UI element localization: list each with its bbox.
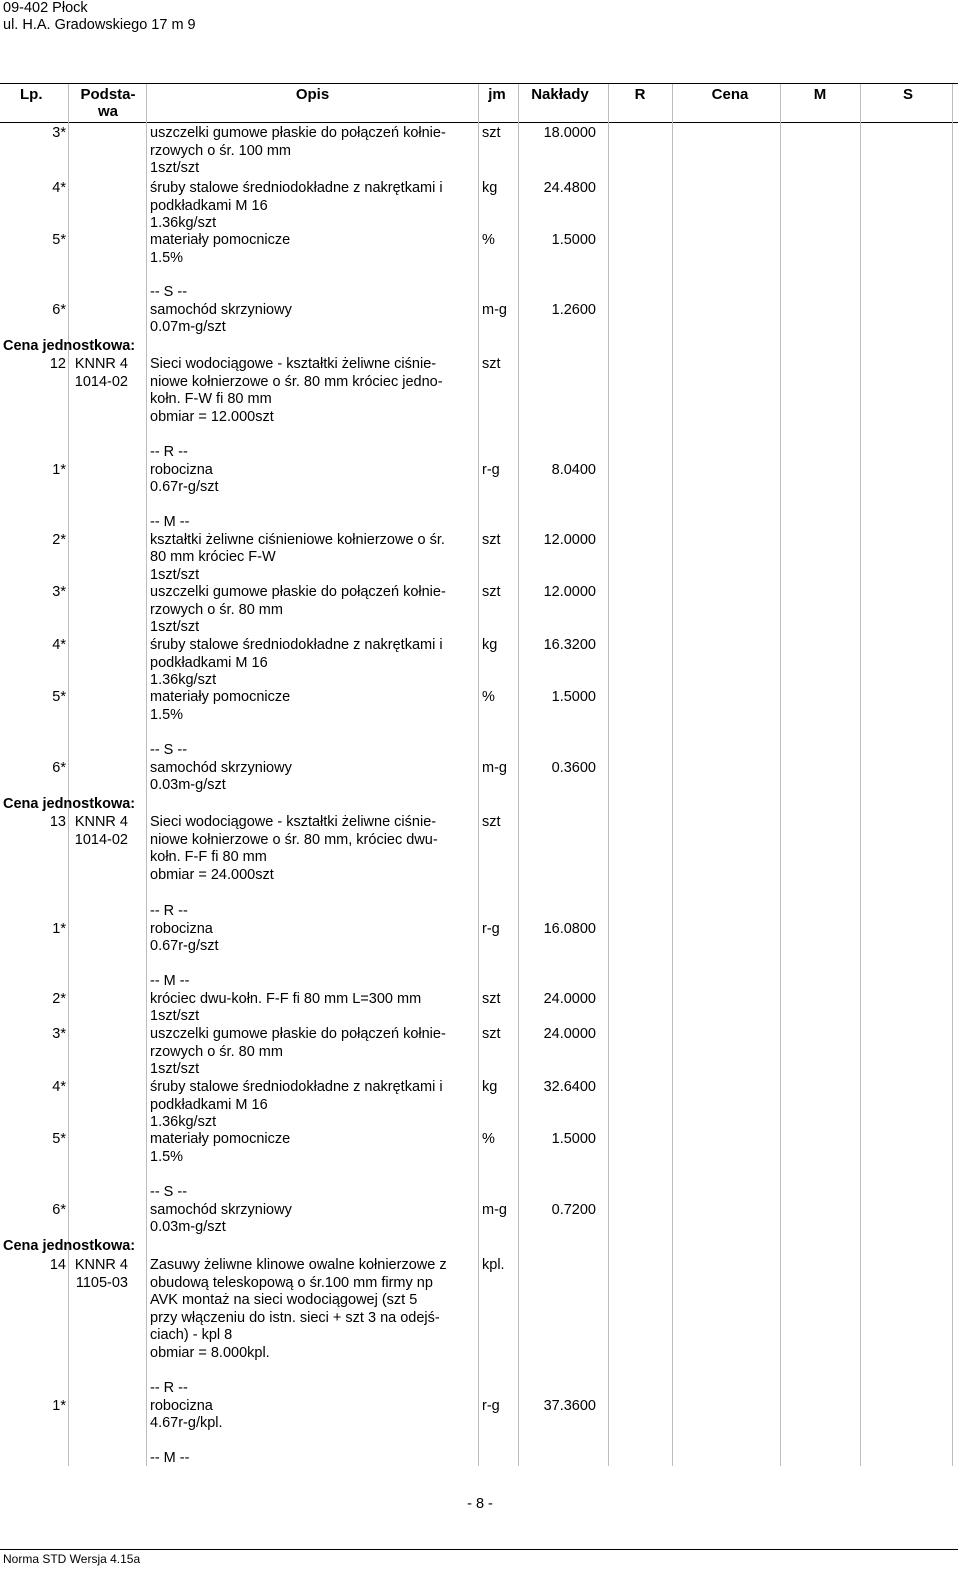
row-lp: 3* [52,125,66,141]
row-naklady: 24.0000 [543,1026,596,1042]
row-jm: szt [482,531,501,548]
row-opis-line: obmiar = 24.000szt [150,866,274,883]
row-naklady: 18.0000 [543,125,596,141]
row-lp: 4* [52,637,66,653]
row-jm: kg [482,1079,498,1095]
row-naklady: 12.0000 [543,584,596,600]
col-cena: Cena [711,86,749,103]
row-opis-line: obudową teleskopową o śr.100 mm firmy np [150,1274,433,1291]
row-jm: kg [482,180,498,196]
divider-4 [518,84,519,1466]
header-bottom-rule [0,122,958,123]
row-jm: % [482,689,495,705]
row-jm: % [482,232,495,248]
divider-6 [672,84,673,1466]
row-opis-line: przy włączeniu do istn. sieci + szt 3 na odejś- [150,1309,440,1326]
row-lp: 1* [52,920,66,937]
row-opis-line: -- S -- [150,742,188,758]
row-opis-line: materiały pomocnicze [150,232,291,248]
row-opis-line: 1szt/szt [150,1008,200,1024]
row-opis-line: śruby stalowe średniodokładne z nakrętkami i [150,637,443,653]
row-opis-line: 0.03m-g/szt [150,1219,226,1235]
row-opis-line: obmiar = 8.000kpl. [150,1344,270,1361]
row-naklady: 1.5000 [551,689,596,705]
row-jm: szt [482,584,501,600]
row-jm: kpl. [482,1257,505,1273]
page-number: - 8 - [467,1496,493,1512]
col-podstawa-line1: Podsta- [80,86,136,103]
row-opis-line: rzowych o śr. 80 mm [150,1043,283,1060]
row-opis-line: ciach) - kpl 8 [150,1327,233,1343]
row-opis-line: -- M -- [150,514,190,530]
row-opis-line: 0.03m-g/szt [150,777,226,793]
row-podstawa: KNNR 4 [74,1257,128,1273]
row-jm: r-g [482,461,500,478]
row-opis-line: śruby stalowe średniodokładne z nakrętkami i [150,180,443,196]
row-naklady: 12.0000 [543,531,596,548]
row-opis-line: 1.36kg/szt [150,672,217,688]
row-podstawa: KNNR 4 [74,356,128,372]
row-naklady: 32.6400 [543,1079,596,1095]
row-opis-line: kształtki żeliwne ciśnieniowe kołnierzowe o śr. [150,531,445,548]
row-opis-line: Sieci wodociągowe - kształtki żeliwne ciśnie- [150,814,437,830]
row-lp: 6* [52,301,66,318]
row-opis-line: robocizna [150,920,213,937]
row-naklady: 16.0800 [543,920,596,937]
row-opis-line: 0.67r-g/szt [150,938,219,954]
row-opis-line: niowe kołnierzowe o śr. 80 mm, króciec dwu- [150,831,438,848]
header-address: ul. H.A. Gradowskiego 17 m 9 [3,17,196,33]
row-opis-line: podkładkami M 16 [150,1096,268,1113]
row-podstawa: 1014-02 [74,373,128,390]
row-opis-line: rzowych o śr. 80 mm [150,601,283,618]
row-lp: 2* [52,990,66,1007]
row-jm: % [482,1131,495,1147]
row-opis-line: uszczelki gumowe płaskie do połączeń kołnie- [150,125,446,141]
row-naklady: 0.3600 [551,759,596,776]
row-podstawa: 1105-03 [75,1274,128,1291]
row-lp: 5* [52,232,66,248]
row-lp: 1* [52,461,66,478]
row-opis-line: -- S -- [150,284,188,300]
row-opis-line: samochód skrzyniowy [150,1201,292,1218]
row-opis-line: niowe kołnierzowe o śr. 80 mm króciec jedno- [150,373,443,390]
divider-2 [146,84,147,1466]
col-r: R [634,86,646,103]
row-opis-line: -- S -- [150,1184,188,1200]
row-lp: 2* [52,531,66,548]
row-naklady: 8.0400 [551,461,596,478]
row-opis-line: kołn. F-F fi 80 mm [150,849,267,865]
row-lp: 6* [52,759,66,776]
row-opis-line: 1.5% [150,706,184,723]
col-opis: Opis [295,86,330,103]
col-m: M [813,86,827,103]
row-jm: m-g [482,1201,507,1218]
row-opis-line: samochód skrzyniowy [150,301,292,318]
divider-3 [478,84,479,1466]
row-jm: r-g [482,1397,500,1414]
row-opis-line: podkładkami M 16 [150,197,268,214]
row-podstawa: 1014-02 [74,831,128,848]
row-opis-line: 1.36kg/szt [150,215,217,231]
row-naklady: 0.7200 [551,1201,596,1218]
row-jm: szt [482,1026,501,1042]
row-lp: 6* [52,1201,66,1218]
divider-5 [608,84,609,1466]
row-jm: r-g [482,920,500,937]
row-lp: 13 [49,814,66,830]
row-opis-line: Sieci wodociągowe - kształtki żeliwne ciśnie- [150,356,437,372]
row-jm: szt [482,356,501,372]
row-opis-line: robocizna [150,1397,213,1414]
row-opis-line: Zasuwy żeliwne klinowe owalne kołnierzowe z [150,1257,447,1273]
row-jm: szt [482,125,501,141]
col-s: S [902,86,913,103]
row-lp: 3* [52,1026,66,1042]
row-lp: 5* [52,1131,66,1147]
col-naklady: Nakłady [531,86,589,103]
row-naklady: 24.4800 [543,180,596,196]
row-podstawa: KNNR 4 [74,814,128,830]
row-lp: 5* [52,689,66,705]
row-opis-line: króciec dwu-kołn. F-F fi 80 mm L=300 mm [150,990,422,1007]
row-opis-line: 1szt/szt [150,566,200,583]
row-lp: 14 [49,1257,66,1273]
row-opis-line: 1szt/szt [150,1061,200,1077]
unit-price-label: Cena jednostkowa: [3,796,136,812]
header-city: 09-402 Płock [3,0,88,16]
row-opis-line: 0.07m-g/szt [150,319,226,335]
divider-9 [952,84,953,1466]
header-top-rule [0,83,958,84]
row-opis-line: uszczelki gumowe płaskie do połączeń kołnie- [150,1026,446,1042]
row-jm: m-g [482,301,507,318]
row-opis-line: uszczelki gumowe płaskie do połączeń kołnie- [150,584,446,600]
divider-8 [860,84,861,1466]
row-opis-line: 0.67r-g/szt [150,479,219,495]
col-lp: Lp. [20,86,43,103]
col-jm: jm [488,86,506,103]
row-naklady: 37.3600 [543,1397,596,1414]
unit-price-label: Cena jednostkowa: [3,338,136,354]
row-lp: 1* [52,1397,66,1414]
row-opis-line: robocizna [150,461,213,478]
row-jm: m-g [482,759,507,776]
row-lp: 12 [49,356,66,372]
row-lp: 4* [52,1079,66,1095]
row-naklady: 1.5000 [551,232,596,248]
row-opis-line: podkładkami M 16 [150,654,268,671]
row-opis-line: -- R -- [150,444,188,460]
row-opis-line: materiały pomocnicze [150,1131,291,1147]
row-naklady: 16.3200 [543,637,596,653]
footer-version: Norma STD Wersja 4.15a [3,1552,141,1566]
row-opis-line: -- R -- [150,1380,188,1396]
row-opis-line: 1szt/szt [150,160,200,176]
row-opis-line: samochód skrzyniowy [150,759,292,776]
row-opis-line: 80 mm króciec F-W [150,549,276,565]
row-naklady: 1.2600 [551,301,596,318]
row-opis-line: -- M -- [150,973,190,989]
row-naklady: 24.0000 [543,990,596,1007]
row-naklady: 1.5000 [551,1131,596,1147]
row-jm: szt [482,990,501,1007]
unit-price-label: Cena jednostkowa: [3,1238,136,1254]
row-lp: 4* [52,180,66,196]
row-opis-line: -- M -- [150,1450,190,1466]
row-opis-line: -- R -- [150,903,188,919]
row-opis-line: kołn. F-W fi 80 mm [150,391,272,407]
row-opis-line: 4.67r-g/kpl. [150,1415,223,1431]
row-opis-line: obmiar = 12.000szt [150,408,274,425]
col-podstawa [68,86,148,120]
row-jm: kg [482,637,498,653]
row-opis-line: 1.5% [150,1148,184,1165]
row-opis-line: rzowych o śr. 100 mm [150,142,292,159]
footer-rule [0,1549,958,1550]
row-opis-line: śruby stalowe średniodokładne z nakrętkami i [150,1079,443,1095]
row-lp: 3* [52,584,66,600]
row-opis-line: AVK montaż na sieci wodociągowej (szt 5 [150,1292,418,1308]
col-podstawa-line2: wa [97,103,118,120]
row-jm: szt [482,814,501,830]
row-opis-line: materiały pomocnicze [150,689,291,705]
row-opis-line: 1.36kg/szt [150,1114,217,1130]
row-opis-line: 1.5% [150,249,184,266]
row-opis-line: 1szt/szt [150,619,200,635]
divider-7 [780,84,781,1466]
